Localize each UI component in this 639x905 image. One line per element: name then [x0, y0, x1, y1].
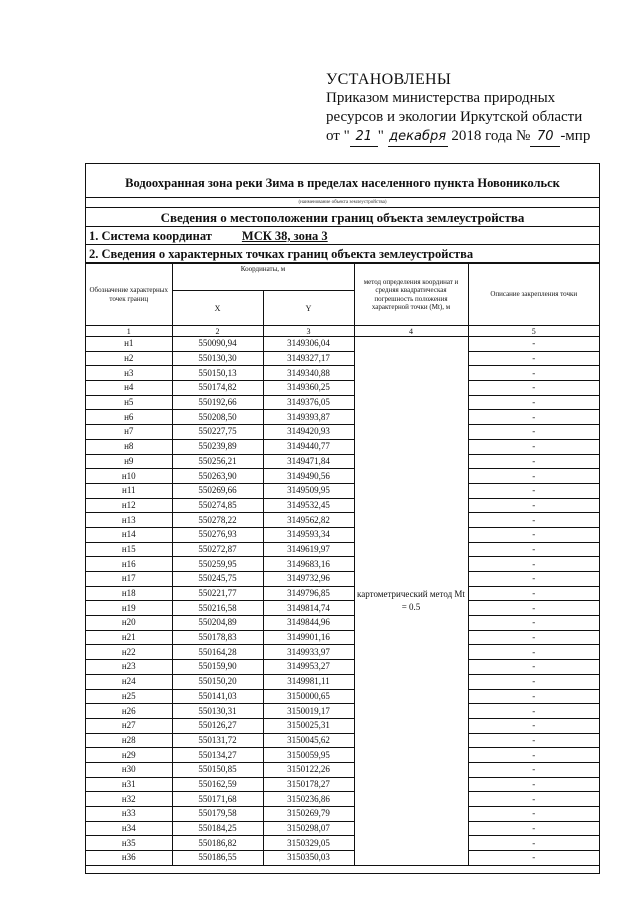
point-fixing: -	[468, 454, 599, 469]
object-subnote: (наименование объекта землеустройства)	[86, 198, 599, 208]
point-x: 550208,50	[172, 410, 263, 425]
point-x: 550159,90	[172, 660, 263, 675]
table-row	[86, 762, 599, 777]
table-row	[86, 410, 599, 425]
point-fixing: -	[468, 777, 599, 792]
point-x: 550184,25	[172, 821, 263, 836]
point-id: н25	[86, 689, 172, 704]
point-x: 550256,21	[172, 454, 263, 469]
point-id: н12	[86, 498, 172, 513]
point-y: 3150269,79	[263, 807, 354, 822]
header-method: метод определения координат и средняя квадратическая погрешность положения характерной точки (Mt), м	[354, 264, 468, 326]
point-y: 3149509,95	[263, 483, 354, 498]
point-y: 3149471,84	[263, 454, 354, 469]
point-fixing: -	[468, 557, 599, 572]
point-id: н22	[86, 645, 172, 660]
year-text: 2018 года №	[451, 128, 531, 144]
point-x: 550171,68	[172, 792, 263, 807]
point-y: 3149619,97	[263, 542, 354, 557]
point-x: 550227,75	[172, 425, 263, 440]
table-row	[86, 660, 599, 675]
point-fixing: -	[468, 601, 599, 616]
point-x: 550204,89	[172, 616, 263, 631]
point-fixing: -	[468, 733, 599, 748]
point-id: н33	[86, 807, 172, 822]
table-row	[86, 469, 599, 484]
point-fixing: -	[468, 851, 599, 866]
header-y: Y	[263, 291, 354, 326]
table-row	[86, 645, 599, 660]
column-number: 3	[263, 326, 354, 337]
point-y: 3149360,25	[263, 381, 354, 396]
point-id: н21	[86, 630, 172, 645]
point-y: 3149953,27	[263, 660, 354, 675]
header-fixing: Описание закрепления точки	[468, 264, 599, 326]
point-y: 3150019,17	[263, 704, 354, 719]
point-y: 3149981,11	[263, 674, 354, 689]
point-y: 3150000,65	[263, 689, 354, 704]
table-row	[86, 777, 599, 792]
table-row	[86, 616, 599, 631]
point-id: н16	[86, 557, 172, 572]
point-x: 550276,93	[172, 527, 263, 542]
point-fixing: -	[468, 616, 599, 631]
points-table	[86, 263, 599, 866]
handwritten-day: 21	[350, 127, 378, 147]
table-row	[86, 601, 599, 616]
point-y: 3150350,03	[263, 851, 354, 866]
point-y: 3149393,87	[263, 410, 354, 425]
point-x: 550090,94	[172, 337, 263, 352]
coordinate-system-value: МСК 38, зона 3	[241, 229, 328, 243]
point-fixing: -	[468, 807, 599, 822]
point-x: 550245,75	[172, 572, 263, 587]
from-label: от "	[326, 128, 350, 144]
point-fixing: -	[468, 513, 599, 528]
point-y: 3149306,04	[263, 337, 354, 352]
object-title: Водоохранная зона реки Зима в пределах населенного пункта Новоникольск	[86, 164, 599, 198]
point-y: 3149376,05	[263, 395, 354, 410]
order-suffix: -мпр	[560, 128, 591, 144]
boundary-form	[85, 163, 600, 874]
point-y: 3149340,88	[263, 366, 354, 381]
point-id: н3	[86, 366, 172, 381]
point-fixing: -	[468, 586, 599, 601]
point-y: 3149420,93	[263, 425, 354, 440]
header-coordinates: Координаты, м	[172, 264, 354, 291]
point-x: 550192,66	[172, 395, 263, 410]
point-id: н4	[86, 381, 172, 396]
handwritten-order-number: 70	[530, 127, 560, 147]
point-y: 3150122,26	[263, 762, 354, 777]
point-y: 3149901,16	[263, 630, 354, 645]
table-row	[86, 425, 599, 440]
point-x: 550141,03	[172, 689, 263, 704]
point-x: 550134,27	[172, 748, 263, 763]
point-fixing: -	[468, 660, 599, 675]
table-row	[86, 337, 599, 352]
point-id: н31	[86, 777, 172, 792]
point-x: 550239,89	[172, 439, 263, 454]
point-x: 550259,95	[172, 557, 263, 572]
point-x: 550272,87	[172, 542, 263, 557]
point-id: н10	[86, 469, 172, 484]
point-x: 550130,30	[172, 351, 263, 366]
table-row	[86, 557, 599, 572]
column-number: 2	[172, 326, 263, 337]
point-fixing: -	[468, 498, 599, 513]
point-id: н23	[86, 660, 172, 675]
point-x: 550150,20	[172, 674, 263, 689]
point-fixing: -	[468, 689, 599, 704]
point-x: 550150,85	[172, 762, 263, 777]
point-id: н36	[86, 851, 172, 866]
point-x: 550216,58	[172, 601, 263, 616]
table-row	[86, 689, 599, 704]
point-x: 550178,83	[172, 630, 263, 645]
point-id: н18	[86, 586, 172, 601]
point-y: 3149844,96	[263, 616, 354, 631]
point-x: 550130,31	[172, 704, 263, 719]
point-x: 550221,77	[172, 586, 263, 601]
points-section-label: 2. Сведения о характерных точках границ объекта землеустройства	[86, 245, 599, 263]
point-id: н35	[86, 836, 172, 851]
section-title: Сведения о местоположении границ объекта землеустройства	[86, 208, 599, 227]
point-y: 3149593,34	[263, 527, 354, 542]
point-id: н26	[86, 704, 172, 719]
table-row	[86, 351, 599, 366]
point-fixing: -	[468, 483, 599, 498]
point-y: 3150236,86	[263, 792, 354, 807]
point-y: 3150298,07	[263, 821, 354, 836]
table-row	[86, 483, 599, 498]
point-fixing: -	[468, 337, 599, 352]
point-x: 550174,82	[172, 381, 263, 396]
table-row	[86, 439, 599, 454]
quote-mark: "	[377, 128, 384, 144]
table-row	[86, 733, 599, 748]
point-x: 550162,59	[172, 777, 263, 792]
column-number: 4	[354, 326, 468, 337]
point-id: н15	[86, 542, 172, 557]
point-id: н34	[86, 821, 172, 836]
point-y: 3149490,56	[263, 469, 354, 484]
table-row	[86, 821, 599, 836]
point-x: 550150,13	[172, 366, 263, 381]
point-fixing: -	[468, 718, 599, 733]
point-y: 3149814,74	[263, 601, 354, 616]
point-x: 550179,58	[172, 807, 263, 822]
point-fixing: -	[468, 395, 599, 410]
point-id: н8	[86, 439, 172, 454]
point-y: 3149796,85	[263, 586, 354, 601]
point-y: 3150059,95	[263, 748, 354, 763]
point-id: н6	[86, 410, 172, 425]
point-x: 550186,55	[172, 851, 263, 866]
table-row	[86, 498, 599, 513]
point-fixing: -	[468, 351, 599, 366]
point-id: н11	[86, 483, 172, 498]
point-y: 3149933,97	[263, 645, 354, 660]
table-row	[86, 748, 599, 763]
point-y: 3149732,96	[263, 572, 354, 587]
point-id: н19	[86, 601, 172, 616]
table-row	[86, 586, 599, 601]
point-y: 3150045,62	[263, 733, 354, 748]
coordinate-system-row	[86, 227, 599, 245]
coordinate-system-label: 1. Система координат	[89, 229, 212, 243]
point-id: н17	[86, 572, 172, 587]
table-row	[86, 807, 599, 822]
point-id: н7	[86, 425, 172, 440]
method-cell: картометрический метод Mt = 0.5	[354, 337, 468, 866]
point-y: 3149440,77	[263, 439, 354, 454]
point-y: 3150178,27	[263, 777, 354, 792]
point-fixing: -	[468, 645, 599, 660]
header-designation: Обозначение характерных точек границ	[86, 264, 172, 326]
table-row	[86, 674, 599, 689]
point-y: 3150025,31	[263, 718, 354, 733]
table-row	[86, 630, 599, 645]
approval-date-line	[326, 127, 626, 147]
point-y: 3150329,05	[263, 836, 354, 851]
table-row	[86, 527, 599, 542]
column-number: 1	[86, 326, 172, 337]
point-fixing: -	[468, 762, 599, 777]
point-fixing: -	[468, 748, 599, 763]
point-x: 550186,82	[172, 836, 263, 851]
point-x: 550274,85	[172, 498, 263, 513]
point-fixing: -	[468, 425, 599, 440]
header-x: X	[172, 291, 263, 326]
point-fixing: -	[468, 366, 599, 381]
point-fixing: -	[468, 836, 599, 851]
point-fixing: -	[468, 821, 599, 836]
point-fixing: -	[468, 381, 599, 396]
point-x: 550131,72	[172, 733, 263, 748]
point-fixing: -	[468, 410, 599, 425]
table-row	[86, 572, 599, 587]
point-y: 3149327,17	[263, 351, 354, 366]
point-y: 3149532,45	[263, 498, 354, 513]
point-id: н13	[86, 513, 172, 528]
point-fixing: -	[468, 630, 599, 645]
point-id: н14	[86, 527, 172, 542]
point-id: н5	[86, 395, 172, 410]
point-id: н24	[86, 674, 172, 689]
point-fixing: -	[468, 572, 599, 587]
point-id: н30	[86, 762, 172, 777]
column-number: 5	[468, 326, 599, 337]
table-row	[86, 718, 599, 733]
approval-order-line1: Приказом министерства природных	[326, 90, 556, 106]
table-row	[86, 792, 599, 807]
point-id: н29	[86, 748, 172, 763]
point-id: н20	[86, 616, 172, 631]
point-x: 550278,22	[172, 513, 263, 528]
table-row	[86, 704, 599, 719]
point-fixing: -	[468, 792, 599, 807]
point-id: н27	[86, 718, 172, 733]
point-x: 550269,66	[172, 483, 263, 498]
handwritten-month: декабря	[388, 127, 448, 147]
point-id: н32	[86, 792, 172, 807]
table-row	[86, 542, 599, 557]
point-x: 550263,90	[172, 469, 263, 484]
point-fixing: -	[468, 674, 599, 689]
table-row	[86, 513, 599, 528]
point-fixing: -	[468, 704, 599, 719]
approval-order-line2: ресурсов и экологии Иркутской области	[326, 109, 583, 125]
point-fixing: -	[468, 542, 599, 557]
table-row	[86, 454, 599, 469]
point-fixing: -	[468, 439, 599, 454]
point-id: н28	[86, 733, 172, 748]
point-fixing: -	[468, 469, 599, 484]
point-x: 550126,27	[172, 718, 263, 733]
table-row	[86, 836, 599, 851]
point-id: н9	[86, 454, 172, 469]
point-id: н2	[86, 351, 172, 366]
approval-stamp	[326, 70, 626, 147]
table-row	[86, 366, 599, 381]
table-row	[86, 851, 599, 866]
approval-heading: УСТАНОВЛЕНЫ	[326, 71, 452, 88]
point-y: 3149683,16	[263, 557, 354, 572]
point-x: 550164,28	[172, 645, 263, 660]
table-row	[86, 395, 599, 410]
point-y: 3149562,82	[263, 513, 354, 528]
table-row	[86, 381, 599, 396]
point-fixing: -	[468, 527, 599, 542]
point-id: н1	[86, 337, 172, 352]
